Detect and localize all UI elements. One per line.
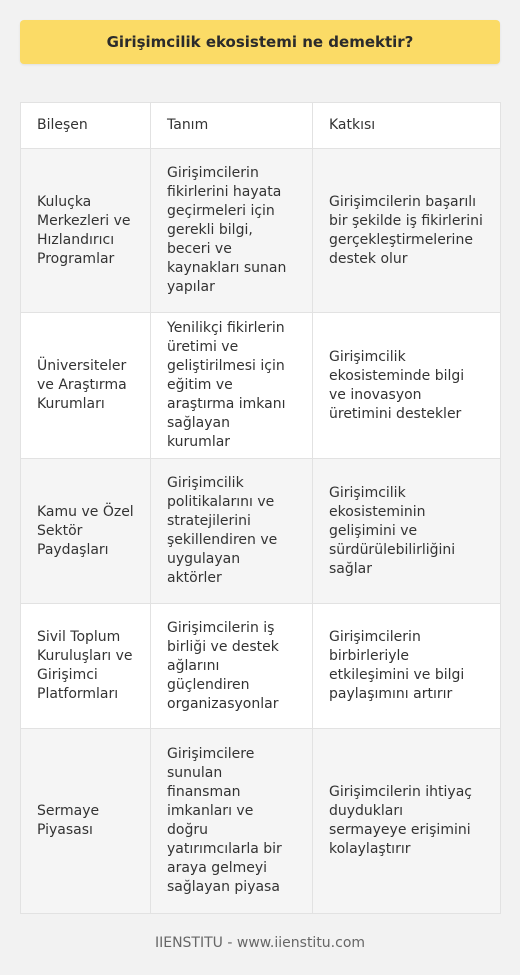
table-cell: Üniversiteler ve Araştırma Kurumları (21, 313, 151, 459)
table-cell: Girişimcilik ekosisteminde bilgi ve inovasyon üretimini destekler (313, 313, 501, 459)
header-cell-definition: Tanım (151, 103, 313, 149)
table-cell: Kamu ve Özel Sektör Paydaşları (21, 459, 151, 604)
table-cell: Girişimcilerin başarılı bir şekilde iş fikirlerini gerçekleştirmelerine destek olur (313, 149, 501, 313)
table-row (21, 313, 501, 459)
table-row (21, 729, 501, 914)
info-table (20, 102, 501, 914)
table-header-row (21, 103, 501, 149)
table-cell: Girişimcilerin iş birliği ve destek ağlarını güçlendiren organizasyonlar (151, 604, 313, 729)
header-cell-component: Bileşen (21, 103, 151, 149)
table-cell: Girişimcilere sunulan finansman imkanları ve doğru yatırımcılarla bir araya gelmeyi sağlayan piyasa (151, 729, 313, 914)
table-cell: Kuluçka Merkezleri ve Hızlandırıcı Programlar (21, 149, 151, 313)
table-row (21, 149, 501, 313)
table-cell: Girişimcilik politikalarını ve stratejilerini şekillendiren ve uygulayan aktörler (151, 459, 313, 604)
table-cell: Girişimcilerin ihtiyaç duydukları sermayeye erişimini kolaylaştırır (313, 729, 501, 914)
table-cell: Girişimcilerin fikirlerini hayata geçirmeleri için gerekli bilgi, beceri ve kaynakları sunan yapılar (151, 149, 313, 313)
title-banner (20, 20, 500, 64)
table-cell: Yenilikçi fikirlerin üretimi ve geliştirilmesi için eğitim ve araştırma imkanı sağlayan kurumlar (151, 313, 313, 459)
table-cell: Sivil Toplum Kuruluşları ve Girişimci Platformları (21, 604, 151, 729)
table-cell: Girişimcilerin birbirleriyle etkileşimini ve bilgi paylaşımını artırır (313, 604, 501, 729)
page-title: Girişimcilik ekosistemi ne demektir? (106, 33, 414, 51)
table-row (21, 459, 501, 604)
table-cell: Sermaye Piyasası (21, 729, 151, 914)
table-cell: Girişimcilik ekosisteminin gelişimini ve sürdürülebilirliğini sağlar (313, 459, 501, 604)
header-cell-contribution: Katkısı (313, 103, 501, 149)
table-row (21, 604, 501, 729)
footer-credit: IIENSTITU - www.iienstitu.com (154, 935, 366, 951)
